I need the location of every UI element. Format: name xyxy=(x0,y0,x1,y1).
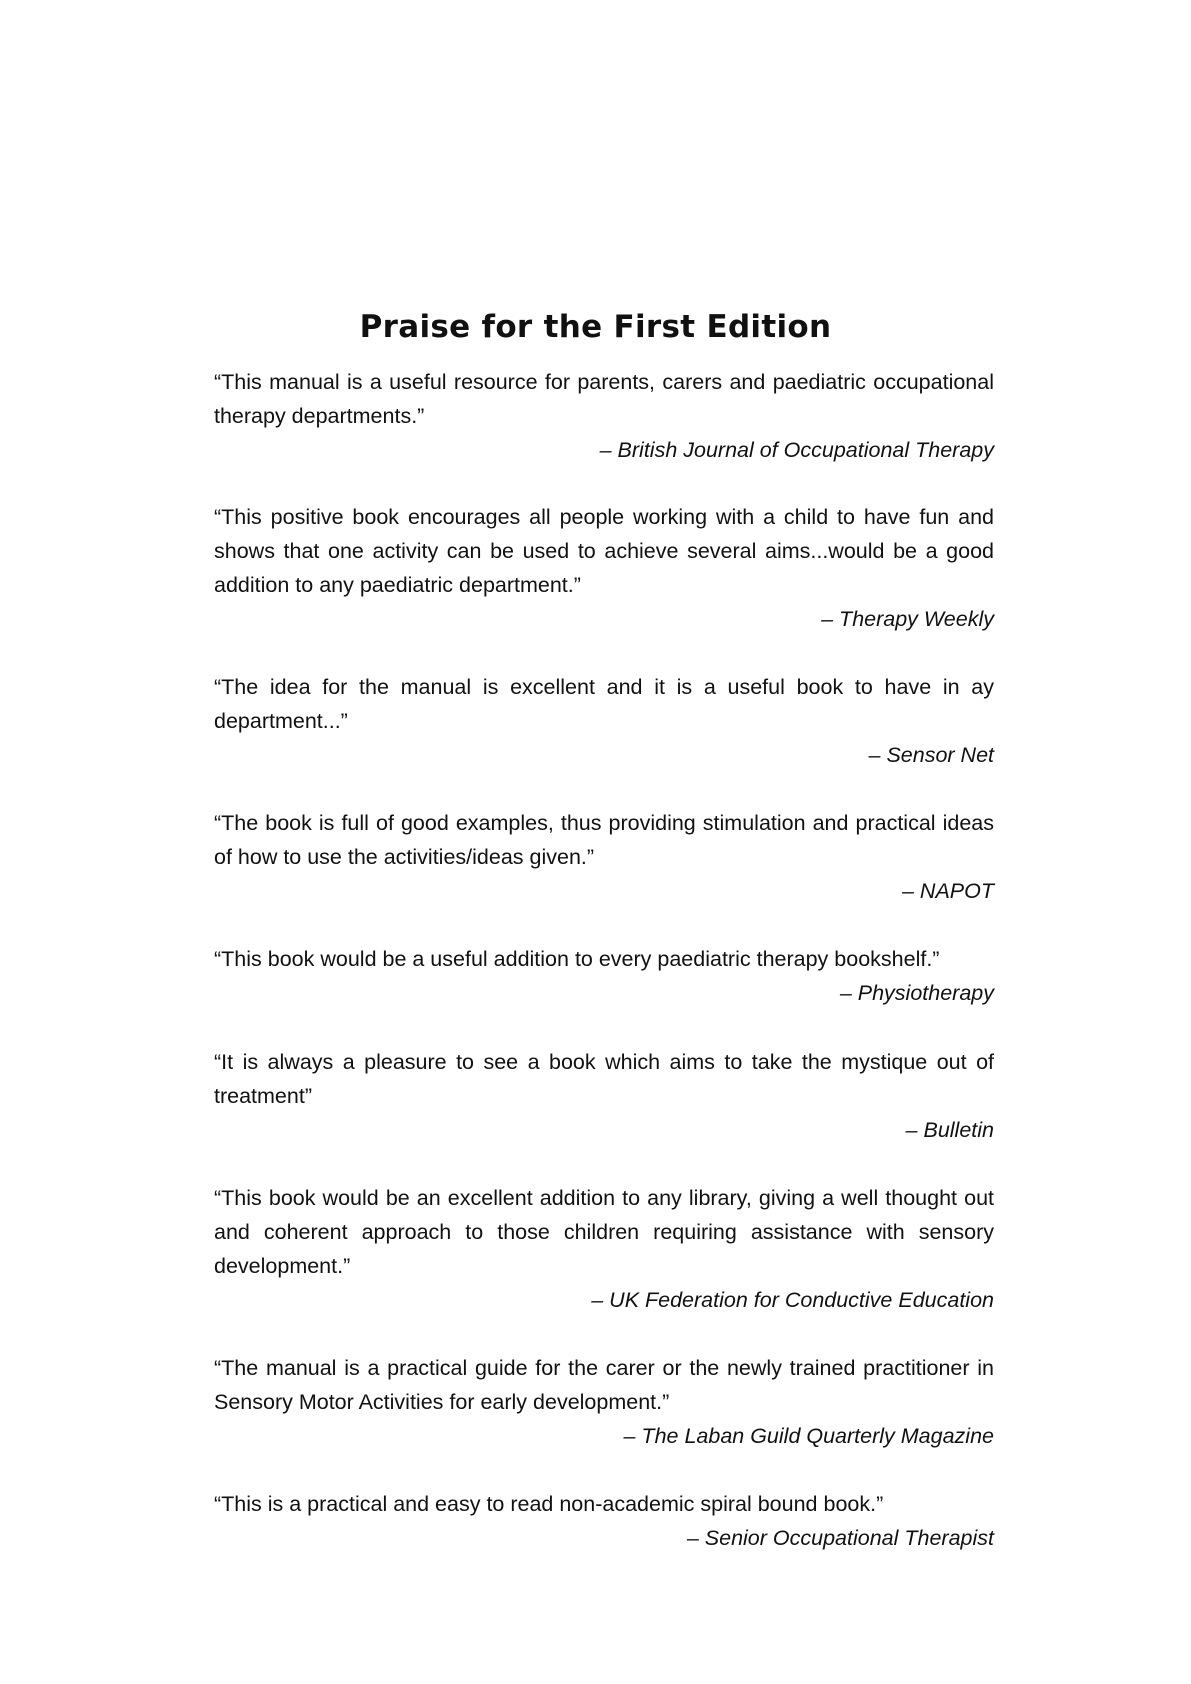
quote-item xyxy=(214,670,994,772)
quote-item xyxy=(214,1351,994,1453)
quote-text: “It is always a pleasure to see a book which aims to take the mystique out of treatment” xyxy=(214,1050,994,1108)
quote-text: “The manual is a practical guide for the carer or the newly trained practitioner in Sensory Motor Activities for early development.” xyxy=(214,1356,994,1414)
quote-source: – The Laban Guild Quarterly Magazine xyxy=(623,1424,994,1448)
page-title: Praise for the First Edition xyxy=(359,308,832,345)
quote-source: – Bulletin xyxy=(905,1118,994,1142)
quote-source: – Senior Occupational Therapist xyxy=(686,1526,994,1550)
quote-source: – UK Federation for Conductive Education xyxy=(591,1288,994,1312)
quote-text: “This is a practical and easy to read non-academic spiral bound book.” xyxy=(214,1492,884,1516)
quote-source: – NAPOT xyxy=(902,879,994,903)
quote-source: – Therapy Weekly xyxy=(821,607,994,631)
quote-item xyxy=(214,806,994,908)
quote-text: “This book would be a useful addition to every paediatric therapy bookshelf.” xyxy=(214,947,940,971)
quote-item xyxy=(214,1181,994,1317)
quote-source: – Sensor Net xyxy=(868,743,994,767)
quote-text: “The idea for the manual is excellent and it is a useful book to have in ay department...” xyxy=(214,675,994,733)
quote-source: – Physiotherapy xyxy=(839,981,994,1005)
quote-text: “This positive book encourages all people working with a child to have fun and shows that one activity can be used to achieve several aims...would be a good addition to any paediatric department.” xyxy=(214,505,994,597)
quote-text: “This manual is a useful resource for parents, carers and paediatric occupational therapy departments.” xyxy=(214,370,994,428)
quote-text: “The book is full of good examples, thus providing stimulation and practical ideas of how to use the activities/ideas given.” xyxy=(214,811,994,869)
quote-item xyxy=(214,1045,994,1147)
quote-item xyxy=(214,1487,994,1555)
quote-item xyxy=(214,365,994,467)
quote-item xyxy=(214,500,994,636)
quote-text: “This book would be an excellent addition to any library, giving a well thought out and coherent approach to those children requiring assistance with sensory development.” xyxy=(214,1186,994,1278)
quote-item xyxy=(214,942,994,1010)
quote-source: – British Journal of Occupational Therapy xyxy=(599,438,994,462)
